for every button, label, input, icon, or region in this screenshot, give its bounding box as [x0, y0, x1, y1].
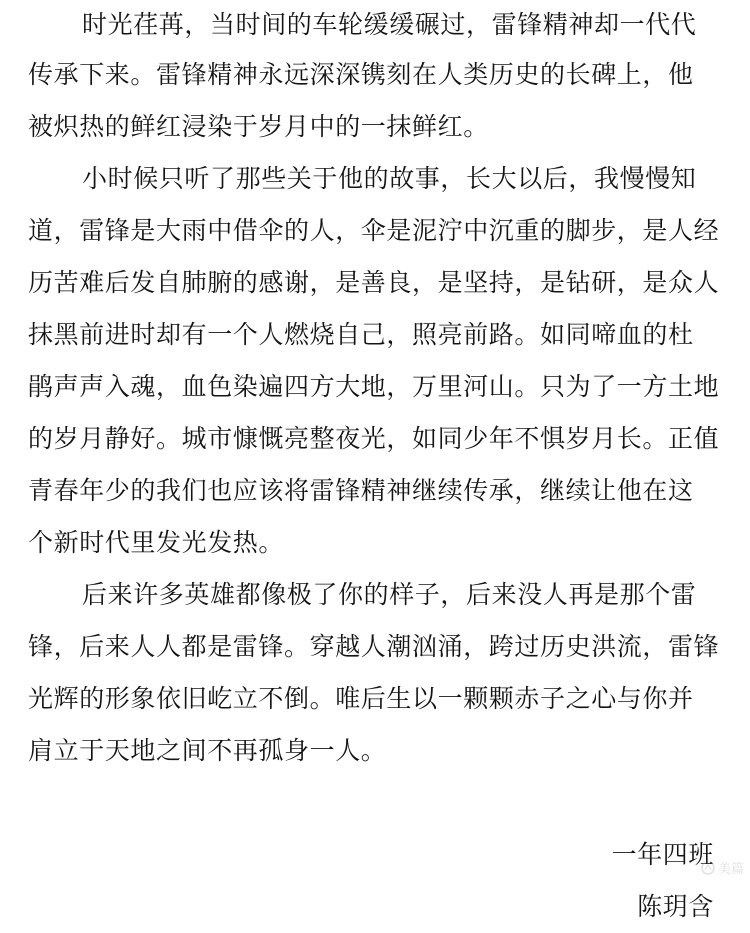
signature-class: 一年四班 [611, 840, 714, 869]
paragraph-2-line-8: 个新时代里发光发热。 [28, 528, 285, 557]
paragraph-2-line-2: 道，雷锋是大雨中借伞的人，伞是泥泞中沉重的脚步，是人经 [28, 216, 720, 245]
signature-author: 陈玥含 [637, 892, 714, 921]
paragraph-2-line-7: 青春年少的我们也应该将雷锋精神继续传承，继续让他在这 [28, 476, 694, 505]
watermark-text: 美篇 [717, 862, 744, 877]
paragraph-2-line-1: 小时候只听了那些关于他的故事，长大以后，我慢慢知 [82, 164, 697, 193]
paragraph-2-line-3: 历苦难后发自肺腑的感谢，是善良，是坚持，是钻研，是众人 [28, 268, 720, 297]
paragraph-2-line-5: 鹃声声入魂，血色染遍四方大地，万里河山。只为了一方土地 [28, 372, 720, 401]
paragraph-2-line-6: 的岁月静好。城市慷慨亮整夜光，如同少年不惧岁月长。正值 [28, 424, 720, 453]
meipian-logo-icon [701, 861, 715, 875]
paragraph-3-line-1: 后来许多英雄都像极了你的样子，后来没人再是那个雷 [82, 580, 697, 609]
paragraph-3-line-2: 锋，后来人人都是雷锋。穿越人潮汹涌，跨过历史洪流，雷锋 [28, 632, 720, 661]
watermark [701, 858, 744, 877]
paragraph-1-line-1: 时光荏苒，当时间的车轮缓缓碾过，雷锋精神却一代代 [82, 10, 697, 39]
paragraph-3-line-4: 肩立于天地之间不再孤身一人。 [28, 736, 387, 765]
paragraph-3-line-3: 光辉的形象依旧屹立不倒。唯后生以一颗颗赤子之心与你并 [28, 684, 694, 713]
paragraph-1-line-3: 被炽热的鲜红浸染于岁月中的一抹鲜红。 [28, 112, 489, 141]
paragraph-2-line-4: 抹黑前进时却有一个人燃烧自己，照亮前路。如同啼血的杜 [28, 320, 694, 349]
paragraph-1-line-2: 传承下来。雷锋精神永远深深镌刻在人类历史的长碑上，他 [28, 60, 694, 89]
